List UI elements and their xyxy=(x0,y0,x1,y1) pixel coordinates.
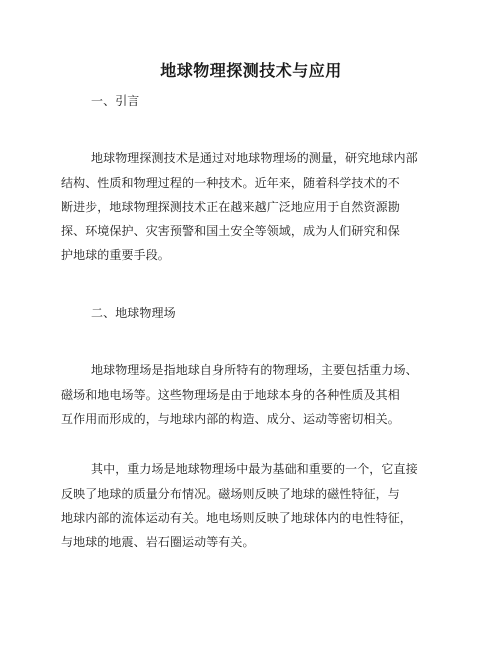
paragraph-line: 磁场和地电场等。这些物理场是由于地球本身的各种性质及其相 xyxy=(61,388,400,402)
section-heading-introduction: 一、引言 xyxy=(91,94,140,108)
paragraph-line: 探、环境保护、灾害预警和国土安全等领域，成为人们研究和保 xyxy=(61,224,400,238)
document-title: 地球物理探测技术与应用 xyxy=(160,61,342,80)
paragraph-line: 其中，重力场是地球物理场中最为基础和重要的一个，它直接 xyxy=(91,462,418,476)
paragraph-line: 断进步，地球物理探测技术正在越来越广泛地应用于自然资源勘 xyxy=(61,200,400,214)
paragraph-line: 互作用而形成的，与地球内部的构造、成分、运动等密切相关。 xyxy=(61,412,400,426)
paragraph-line: 结构、性质和物理过程的一种技术。近年来，随着科学技术的不 xyxy=(61,176,400,190)
paragraph-line: 反映了地球的质量分布情况。磁场则反映了地球的磁性特征，与 xyxy=(61,487,400,501)
paragraph-line: 护地球的重要手段。 xyxy=(61,248,170,262)
paragraph-line: 地球物理探测技术是通过对地球物理场的测量，研究地球内部 xyxy=(91,151,418,165)
section-heading-geophysical-field: 二、地球物理场 xyxy=(91,306,176,320)
paragraph-line: 与地球的地震、岩石圈运动等有关。 xyxy=(61,535,255,549)
paragraph-line: 地球内部的流体运动有关。地电场则反映了地球体内的电性特征， xyxy=(61,511,412,525)
paragraph-line: 地球物理场是指地球自身所特有的物理场，主要包括重力场、 xyxy=(91,363,418,377)
